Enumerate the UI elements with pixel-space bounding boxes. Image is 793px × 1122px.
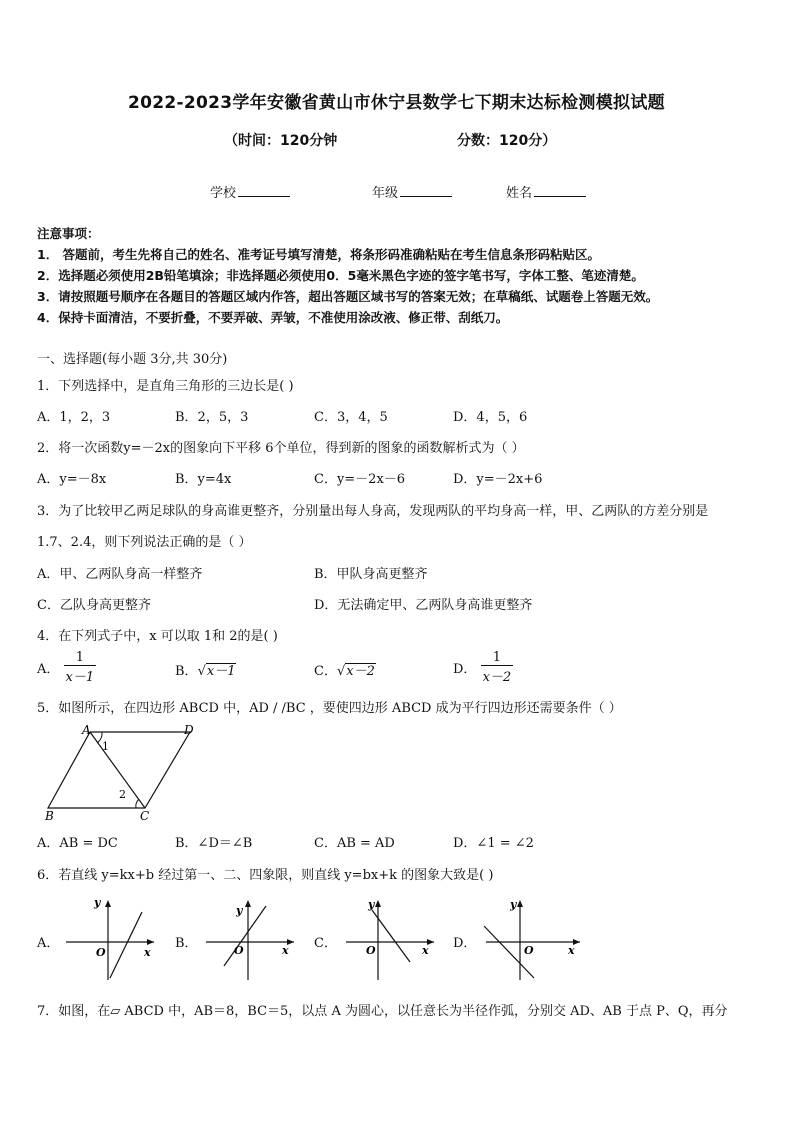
section-heading: 一、选择题(每小题 3分,共 30分) — [37, 352, 228, 367]
name-blank — [534, 184, 586, 197]
q6-graph-c — [338, 896, 438, 984]
q2-option-c: C．y=－2x－6 — [314, 472, 406, 487]
q4-option-c-label: C． — [314, 664, 337, 679]
question-7-stem: 7．如图，在▱ ABCD 中，AB＝8，BC＝5，以点 A 为圆心，以任意长为半径作弧，分别交 AD、AB 于点 P、Q，再分 — [37, 1004, 728, 1019]
numerator: 1 — [75, 650, 84, 665]
origin-label: O — [524, 944, 534, 957]
question-4-stem: 4．在下列式子中，x 可以取 1和 2的是( ) — [37, 629, 278, 644]
y-axis-arrow — [245, 900, 251, 907]
q4-option-d — [453, 650, 513, 685]
grade-label: 年级 — [372, 186, 399, 201]
q2-option-d: D．y=－2x+6 — [453, 472, 543, 487]
vertex-label-c: C — [140, 809, 150, 822]
q6-option-b-label: B． — [175, 936, 198, 951]
note-item: 1． 答题前，考生先将自己的姓名、准考证号填写清楚，将条形码准确粘贴在考生信息条形码粘贴区。 — [37, 247, 601, 262]
q4-option-a-label: A． — [37, 662, 60, 677]
q2-option-a: A．y=－8x — [37, 472, 107, 487]
x-label: x — [422, 944, 429, 957]
q1-option-a: A．1，2，3 — [37, 410, 111, 425]
y-axis-arrow — [105, 900, 111, 907]
square-root: √x－2 — [336, 664, 375, 679]
denominator: x－2 — [481, 665, 514, 685]
x-label: x — [282, 944, 289, 957]
y-label: y — [368, 898, 375, 911]
q4-option-a — [37, 650, 96, 685]
question-1-stem: 1．下列选择中，是直角三角形的三边长是( ) — [37, 379, 294, 394]
square-root: √x－1 — [197, 664, 236, 679]
q5-option-c: C．AB = AD — [314, 836, 395, 851]
numerator: 1 — [492, 650, 502, 665]
angle-label-1: 1 — [102, 740, 109, 753]
q6-graph-d — [478, 896, 584, 984]
note-item: 2．选择题必须使用2B铅笔填涂；非选择题必须使用0．5毫米黑色字迹的签字笔书写，字体工整、笔迹清楚。 — [37, 268, 644, 283]
vertex-label-b: B — [45, 809, 54, 822]
note-item: 4．保持卡面清洁，不要折叠，不要弄破、弄皱，不准使用涂改液、修正带、刮纸刀。 — [37, 310, 509, 325]
name-label: 姓名 — [506, 186, 533, 201]
graph-line — [110, 912, 142, 978]
question-3-stem-cont: 1.7、2.4，则下列说法正确的是（ ） — [37, 535, 252, 550]
origin-label: O — [234, 944, 244, 957]
q3-option-c: C．乙队身高更整齐 — [37, 598, 151, 613]
angle-2-arc — [136, 799, 139, 808]
y-label: y — [236, 904, 243, 917]
question-3-stem: 3．为了比较甲乙两足球队的身高谁更整齐，分别量出每人身高，发现两队的平均身高一样，甲、乙两队的方差分别是 — [37, 504, 709, 519]
angle-label-2: 2 — [119, 788, 126, 801]
x-label: x — [144, 946, 151, 959]
denominator: x－1 — [64, 665, 97, 685]
vertex-label-a: A — [82, 723, 91, 737]
q6-option-d-label: D． — [453, 936, 477, 951]
vertex-label-d: D — [184, 723, 194, 737]
fraction — [64, 650, 97, 685]
q6-option-a-label: A． — [37, 936, 60, 951]
fraction — [481, 650, 514, 685]
exam-score: 分数：120分） — [457, 133, 557, 149]
y-axis-arrow — [375, 900, 381, 907]
q5-option-d: D．∠1 = ∠2 — [453, 836, 534, 851]
q4-option-d-label: D． — [453, 662, 477, 677]
grade-blank — [400, 184, 452, 197]
q3-option-b: B．甲队身高更整齐 — [314, 567, 428, 582]
q6-graph-a — [58, 896, 158, 984]
origin-label: O — [366, 944, 376, 957]
q3-option-a: A．甲、乙两队身高一样整齐 — [37, 567, 203, 582]
radicand: x－2 — [346, 664, 375, 679]
graph-line — [224, 906, 266, 966]
q5-option-a: A．AB = DC — [37, 836, 118, 851]
exam-title: 2022-2023学年安徽省黄山市休宁县数学七下期末达标检测模拟试题 — [128, 93, 665, 113]
q4-option-c — [314, 660, 376, 679]
x-axis-arrow — [147, 939, 154, 945]
notes-heading: 注意事项： — [37, 226, 100, 241]
grade-field — [372, 182, 452, 201]
y-label: y — [510, 898, 517, 911]
school-blank — [238, 184, 290, 197]
note-item: 3．请按照题号顺序在各题目的答题区域内作答，超出答题区域书写的答案无效；在草稿纸、试题卷上答题无效。 — [37, 289, 659, 304]
q4-option-b — [175, 660, 236, 679]
q6-option-c-label: C． — [314, 936, 337, 951]
question-5-stem: 5．如图所示，在四边形 ABCD 中，AD / /BC ，要使四边形 ABCD 成为平行四边形还需要条件（ ） — [37, 701, 622, 716]
q1-option-b: B．2，5，3 — [175, 410, 249, 425]
q2-option-b: B．y=4x — [175, 472, 232, 487]
q6-graph-b — [202, 896, 302, 984]
exam-time: （时间：120分钟 — [224, 133, 338, 149]
school-field — [210, 182, 290, 201]
y-axis-arrow — [517, 900, 523, 907]
question-6-stem: 6．若直线 y=kx+b 经过第一、二、四象限，则直线 y=bx+k 的图象大致是( ) — [37, 868, 494, 883]
school-label: 学校 — [210, 186, 237, 201]
diagonal-ac — [90, 732, 145, 808]
origin-label: O — [96, 946, 106, 959]
y-label: y — [94, 896, 101, 909]
q1-option-d: D．4，5，6 — [453, 410, 528, 425]
q4-option-b-label: B． — [175, 664, 198, 679]
question-2-stem: 2．将一次函数y=－2x的图象向下平移 6个单位，得到新的图象的函数解析式为（ ） — [37, 441, 525, 456]
q5-option-b: B．∠D＝∠B — [175, 836, 253, 851]
q3-option-d: D．无法确定甲、乙两队身高谁更整齐 — [314, 598, 533, 613]
radicand: x－1 — [206, 664, 236, 679]
parallelogram-figure — [40, 722, 210, 822]
x-label: x — [568, 944, 575, 957]
q1-option-c: C．3，4，5 — [314, 410, 388, 425]
name-field — [506, 182, 586, 201]
